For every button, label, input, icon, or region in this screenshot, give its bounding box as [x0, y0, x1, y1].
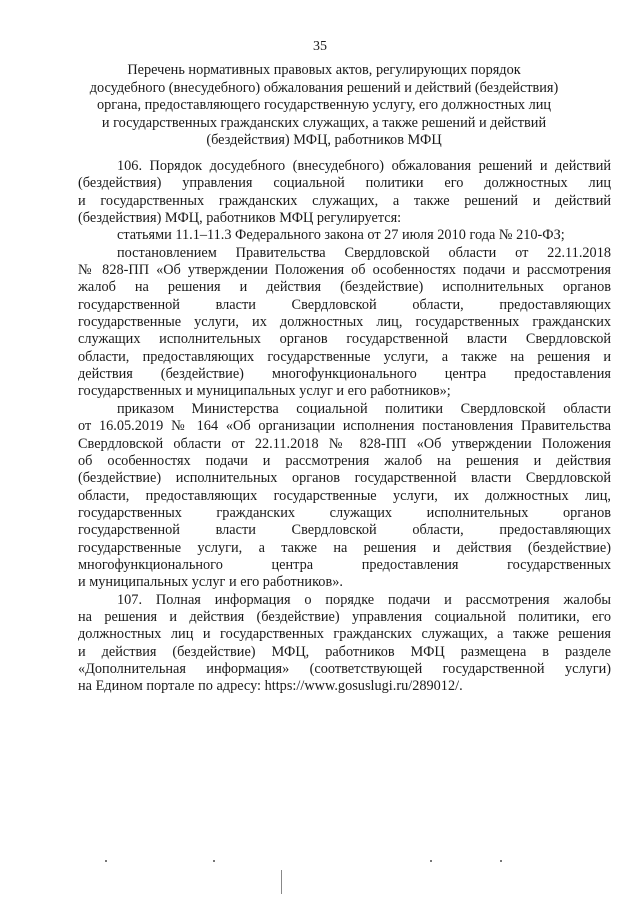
scan-speck [430, 860, 432, 862]
order-line: об особенностях подачи и рассмотрения жалоб на решения и действия [78, 452, 611, 469]
heading-line: органа, предоставляющего государственную услугу, его должностных лиц [96, 97, 552, 114]
paragraph-106-line: (бездействия) управления социальной политики его должностных лиц [78, 175, 611, 192]
heading-line: досудебного (внесудебного) обжалования решений и действий (бездействия) [89, 79, 559, 96]
order-line: государственной власти Свердловской области, предоставляющих [78, 522, 611, 539]
decree-line: государственные услуги, их должностных лиц, государственных гражданских [78, 314, 611, 331]
order-line: области, предоставляющих государственные услуги, их должностных лиц, [78, 487, 611, 504]
decree-line: государственных и муниципальных услуг и его работников»; [78, 383, 451, 400]
paragraph-107-line: на Едином портале по адресу: https://www.gosuslugi.ru/289012/. [78, 678, 463, 695]
heading-line: (бездействия) МФЦ, работников МФЦ [206, 132, 442, 149]
scan-speck [500, 860, 502, 862]
order-line: многофункционального центра предоставления государственных [78, 556, 611, 573]
decree-line: служащих исполнительных органов государственной власти Свердловской [78, 331, 611, 348]
decree-line: № 828-ПП «Об утверждении Положения об особенностях подачи и рассмотрения [78, 262, 611, 279]
order-line: государственных гражданских служащих исполнительных органов [78, 504, 611, 521]
document-heading [84, 62, 564, 150]
scan-fold-mark [281, 870, 282, 894]
paragraph-106-line: (бездействия) МФЦ, работников МФЦ регулируется: [78, 210, 402, 227]
decree-line: постановлением Правительства Свердловской области от 22.11.2018 [117, 244, 611, 261]
paragraph-106-line: 106. Порядок досудебного (внесудебного) обжалования решений и действий [117, 158, 611, 174]
decree-line: действия (бездействие) многофункционального центра предоставления [78, 366, 611, 383]
paragraph-106-line: и государственных гражданских служащих, а также решений и действий [78, 192, 611, 209]
paragraph-107-line: должностных лиц и государственных гражданских служащих, а также решения [78, 626, 611, 643]
order-line: государственные услуги, а также на решения и действия (бездействие) [78, 539, 611, 556]
heading-line: и государственных гражданских служащих, а также решений и действий [101, 114, 547, 131]
decree-line: государственной власти Свердловской области, предоставляющих [78, 296, 611, 313]
order-line: от 16.05.2019 № 164 «Об организации исполнения постановления Правительства [78, 418, 611, 435]
order-line: (бездействие) исполнительных органов государственной власти Свердловской [78, 470, 611, 487]
decree-line: жалоб на решения и действия (бездействие) исполнительных органов [78, 279, 611, 296]
scan-speck [105, 860, 107, 862]
paragraph-107-line: 107. Полная информация о порядке подачи и рассмотрения жалобы [117, 591, 611, 608]
decree-line: области, предоставляющих государственные услуги, а также на решения и [78, 348, 611, 365]
paragraph-107-line: и действия (бездействие) МФЦ, работников МФЦ размещена в разделе [78, 643, 611, 660]
heading-line: Перечень нормативных правовых актов, регулирующих порядок [127, 62, 521, 78]
order-line: Свердловской области от 22.11.2018 № 828-ПП «Об утверждении Положения [78, 435, 611, 452]
document-body [78, 158, 611, 696]
paragraph-107-line: на решения и действия (бездействие) управления социальной политики, его [78, 608, 611, 625]
page-number: 35 [313, 39, 327, 54]
paragraph-107-line: «Дополнительная информация» (соответствующей государственной услуги) [78, 660, 611, 677]
order-line: приказом Министерства социальной политики Свердловской области [117, 400, 611, 417]
scan-speck [213, 860, 215, 862]
order-line: и муниципальных услуг и его работников». [78, 574, 343, 591]
law-reference-line: статьями 11.1–11.3 Федерального закона от 27 июля 2010 года № 210-ФЗ; [117, 227, 565, 244]
